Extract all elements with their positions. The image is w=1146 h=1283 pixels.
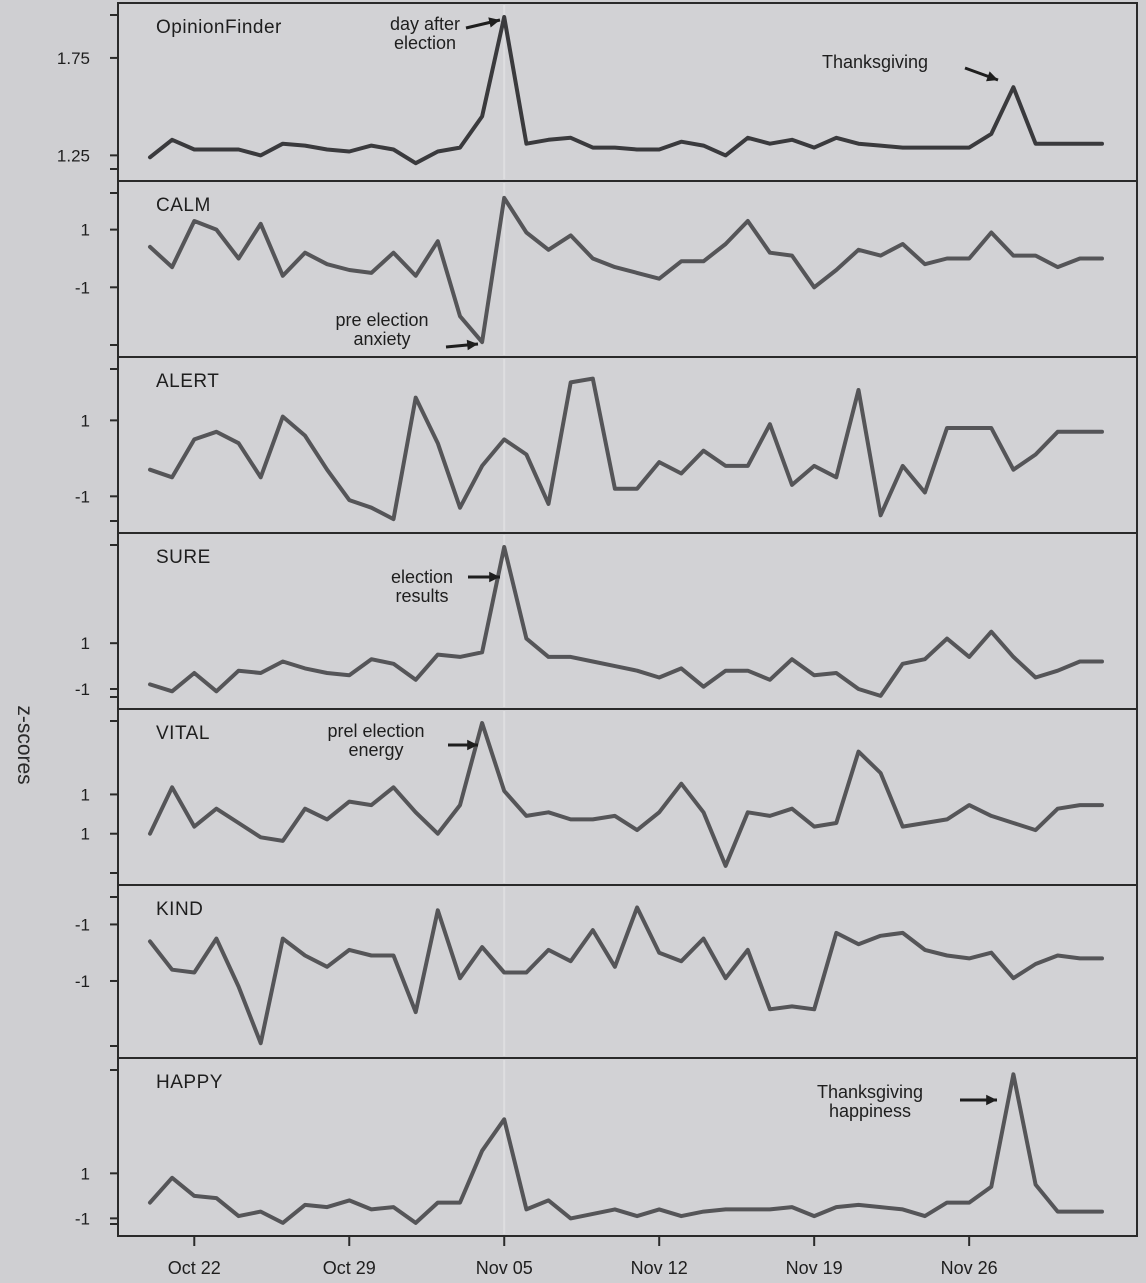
panel-label-calm: CALM: [156, 195, 211, 216]
panel-alert: [75, 357, 1137, 533]
annotation-text: Thanksgiving: [816, 1082, 924, 1102]
y-axis-label: z-scores: [13, 705, 36, 785]
panel-label-sure: SURE: [156, 547, 211, 568]
panel-frame-sure: [118, 533, 1137, 709]
ytick-label-happy: 1: [80, 1164, 90, 1184]
annotation-text: election: [390, 567, 454, 587]
ytick-label-alert: -1: [74, 487, 90, 507]
ytick-label-opinionfinder: 1.75: [56, 48, 90, 68]
xtick-label: Nov 26: [940, 1258, 998, 1278]
panel-label-opinionfinder: OpinionFinder: [156, 17, 282, 38]
panel-sure: [75, 533, 1137, 709]
panel-frame-happy: [118, 1058, 1137, 1236]
panel-kind: [75, 885, 1137, 1058]
annotation-text: pre election: [335, 310, 429, 330]
ytick-label-happy: -1: [74, 1209, 90, 1229]
ytick-label-sure: -1: [74, 679, 90, 699]
ytick-label-calm: -1: [74, 278, 90, 298]
xtick-label: Nov 05: [475, 1258, 533, 1278]
panel-frame-vital: [118, 709, 1137, 885]
ytick-label-vital: 1: [80, 824, 90, 844]
panel-vital: [81, 709, 1137, 885]
annotation-text: anxiety: [353, 329, 411, 349]
panels: [57, 3, 1137, 1236]
panel-label-happy: HAPPY: [156, 1072, 223, 1093]
annotation-text: election: [393, 33, 457, 53]
x-axis: [168, 1236, 998, 1278]
xtick-label: Oct 22: [167, 1258, 221, 1278]
panel-happy: [75, 1058, 1137, 1236]
panel-label-kind: KIND: [156, 899, 204, 920]
ytick-label-sure: 1: [80, 634, 90, 654]
panel-label-alert: ALERT: [156, 371, 220, 392]
annotation-text: energy: [348, 740, 404, 760]
panel-calm: [75, 181, 1137, 357]
ytick-label-kind: -1: [74, 915, 90, 935]
annotation-text: day after: [389, 14, 461, 34]
panel-frame-kind: [118, 885, 1137, 1058]
panel-opinionfinder: [57, 3, 1137, 181]
annotation-text: happiness: [828, 1101, 912, 1121]
annotation-text: results: [395, 586, 449, 606]
ytick-label-vital: 1: [80, 785, 90, 805]
ytick-label-alert: 1: [80, 411, 90, 431]
panel-label-vital: VITAL: [156, 723, 210, 744]
xtick-label: Nov 12: [630, 1258, 688, 1278]
xtick-label: Oct 29: [322, 1258, 376, 1278]
ytick-label-opinionfinder: 1.25: [56, 146, 90, 166]
ytick-label-kind: -1: [74, 971, 90, 991]
annotation-text: Thanksgiving: [821, 52, 929, 72]
annotation-text: prel election: [327, 721, 425, 741]
xtick-label: Nov 19: [785, 1258, 843, 1278]
ytick-label-calm: 1: [80, 220, 90, 240]
